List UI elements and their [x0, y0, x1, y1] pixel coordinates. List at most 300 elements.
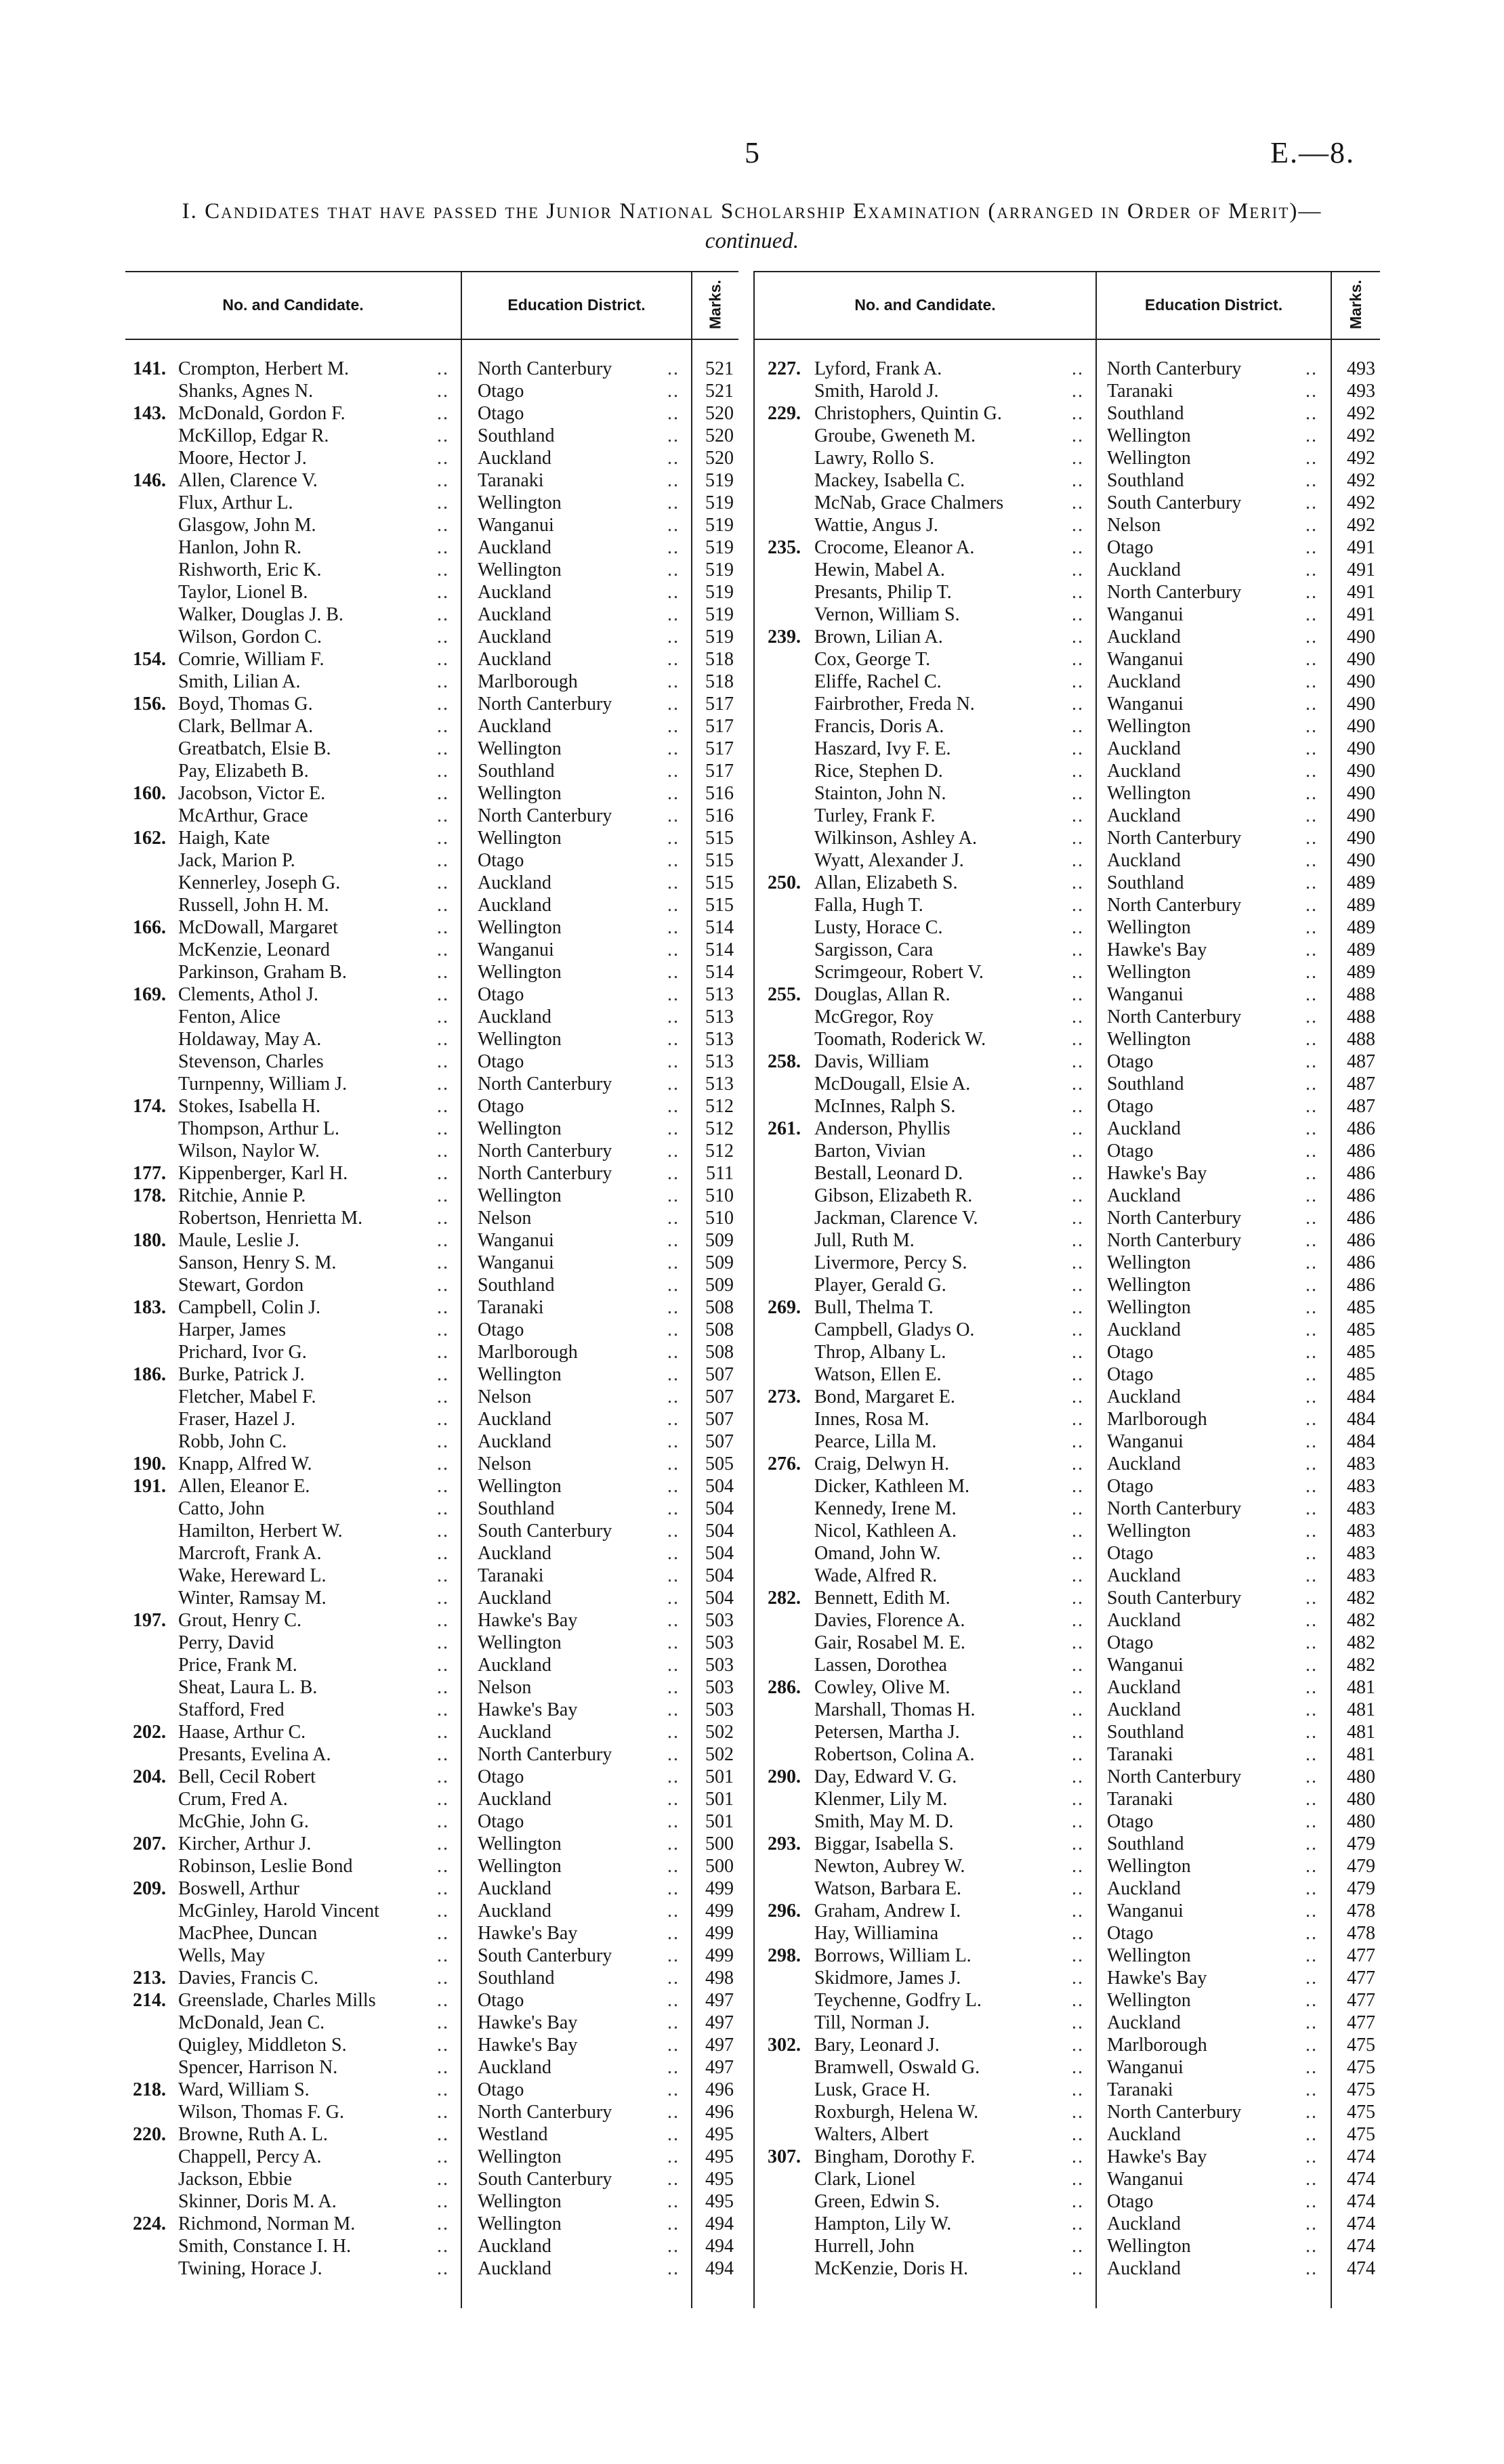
leader-dots: .. — [437, 1074, 449, 1095]
marks-value: 481 — [1347, 1699, 1375, 1720]
leader-dots: .. — [667, 1856, 680, 1877]
education-district: Wellington — [478, 962, 562, 983]
leader-dots: .. — [1072, 1342, 1084, 1363]
marks-value: 508 — [705, 1342, 734, 1363]
education-district: Wanganui — [478, 1230, 554, 1251]
candidate-name: Thompson, Arthur L. — [178, 1118, 339, 1139]
leader-dots: .. — [1305, 1833, 1318, 1854]
leader-dots: .. — [1305, 761, 1318, 782]
leader-dots: .. — [437, 1968, 449, 1989]
candidate-rank: 282. — [768, 1588, 801, 1609]
candidate-name: Klenmer, Lily M. — [814, 1789, 948, 1810]
candidate-name: Fenton, Alice — [178, 1006, 280, 1027]
leader-dots: .. — [1305, 559, 1318, 580]
candidate-rank: 224. — [133, 2213, 166, 2234]
leader-dots: .. — [667, 1319, 680, 1340]
table-row — [753, 872, 1380, 894]
candidate-name: Borrows, William L. — [814, 1945, 972, 1966]
leader-dots: .. — [1305, 1409, 1318, 1430]
leader-dots: .. — [437, 649, 449, 670]
marks-value: 518 — [705, 671, 734, 692]
leader-dots: .. — [1305, 2124, 1318, 2145]
leader-dots: .. — [1072, 1632, 1084, 1653]
candidate-rank: 220. — [133, 2124, 166, 2145]
candidate-name: Teychenne, Godfry L. — [814, 1990, 982, 2011]
marks-value: 487 — [1347, 1074, 1375, 1095]
leader-dots: .. — [1305, 1565, 1318, 1586]
candidate-name: Ward, William S. — [178, 2079, 310, 2100]
table-row — [753, 1185, 1380, 1207]
table-row — [753, 2079, 1380, 2101]
candidate-name: Dicker, Kathleen M. — [814, 1476, 970, 1497]
marks-value: 513 — [705, 1051, 734, 1072]
leader-dots: .. — [1305, 2057, 1318, 2078]
leader-dots: .. — [437, 582, 449, 603]
education-district: Otago — [478, 2079, 524, 2100]
leader-dots: .. — [437, 783, 449, 804]
table-row — [753, 916, 1380, 939]
leader-dots: .. — [667, 358, 680, 379]
candidate-name: Roxburgh, Helena W. — [814, 2102, 979, 2123]
table-row — [125, 1095, 738, 1118]
candidate-rank: 250. — [768, 872, 801, 893]
leader-dots: .. — [437, 403, 449, 424]
leader-dots: .. — [437, 1409, 449, 1430]
leader-dots: .. — [437, 1521, 449, 1542]
education-district: Wellington — [478, 917, 562, 938]
candidate-name: Graham, Andrew I. — [814, 1900, 961, 1921]
leader-dots: .. — [1072, 671, 1084, 692]
candidate-name: Perry, David — [178, 1632, 274, 1653]
marks-value: 492 — [1347, 492, 1375, 513]
leader-dots: .. — [1072, 1923, 1084, 1944]
education-district: Wellington — [478, 1029, 562, 1050]
table-row — [753, 1721, 1380, 1743]
candidate-rank: 191. — [133, 1476, 166, 1497]
marks-value: 497 — [705, 2057, 734, 2078]
education-district: Wellington — [1107, 716, 1191, 737]
candidate-rank: 180. — [133, 1230, 166, 1251]
education-district: North Canterbury — [1107, 1230, 1242, 1251]
leader-dots: .. — [437, 1118, 449, 1139]
candidate-name: Scrimgeour, Robert V. — [814, 962, 984, 983]
candidate-name: Bestall, Leonard D. — [814, 1163, 963, 1184]
marks-value: 504 — [705, 1543, 734, 1564]
marks-value: 503 — [705, 1677, 734, 1698]
candidate-name: Cox, George T. — [814, 649, 931, 670]
marks-value: 509 — [705, 1230, 734, 1251]
table-row — [125, 1967, 738, 1989]
education-district: Otago — [478, 1990, 524, 2011]
candidate-rank: 227. — [768, 358, 801, 379]
education-district: Wellington — [1107, 425, 1191, 446]
marks-value: 515 — [705, 828, 734, 849]
marks-value: 490 — [1347, 783, 1375, 804]
candidate-name: Turnpenny, William J. — [178, 1074, 348, 1095]
education-district: Auckland — [478, 1588, 551, 1609]
candidate-name: Mackey, Isabella C. — [814, 470, 965, 491]
education-district: Otago — [478, 1096, 524, 1117]
education-district: Wellington — [1107, 448, 1191, 469]
table-row — [125, 1810, 738, 1833]
leader-dots: .. — [667, 872, 680, 893]
candidate-name: Crocome, Eleanor A. — [814, 537, 975, 558]
table-row — [125, 1207, 738, 1229]
marks-value: 484 — [1347, 1386, 1375, 1407]
leader-dots: .. — [1305, 425, 1318, 446]
education-district: Nelson — [478, 1386, 532, 1407]
leader-dots: .. — [437, 1252, 449, 1273]
candidate-name: Wattie, Angus J. — [814, 515, 938, 536]
candidate-name: Davies, Florence A. — [814, 1610, 965, 1631]
education-district: North Canterbury — [478, 358, 612, 379]
education-district: Auckland — [478, 895, 551, 916]
leader-dots: .. — [1072, 649, 1084, 670]
education-district: Auckland — [1107, 2124, 1181, 2145]
table-row — [125, 1542, 738, 1565]
marks-value: 486 — [1347, 1230, 1375, 1251]
candidate-name: Jacobson, Victor E. — [178, 783, 326, 804]
candidate-name: Davies, Francis C. — [178, 1968, 318, 1989]
table-row — [125, 2168, 738, 2190]
leader-dots: .. — [1072, 694, 1084, 715]
table-row — [753, 1520, 1380, 1542]
leader-dots: .. — [437, 2057, 449, 2078]
marks-value: 480 — [1347, 1789, 1375, 1810]
education-district: Otago — [1107, 2191, 1154, 2212]
leader-dots: .. — [1072, 1409, 1084, 1430]
leader-dots: .. — [1305, 1051, 1318, 1072]
leader-dots: .. — [1072, 1900, 1084, 1921]
leader-dots: .. — [437, 2191, 449, 2212]
leader-dots: .. — [1305, 1945, 1318, 1966]
marks-value: 488 — [1347, 1006, 1375, 1027]
education-district: Otago — [478, 1051, 524, 1072]
table-row — [753, 1699, 1380, 1721]
candidate-name: Bingham, Dorothy F. — [814, 2146, 976, 2167]
table-row — [753, 1073, 1380, 1095]
leader-dots: .. — [437, 1610, 449, 1631]
candidate-rank: 214. — [133, 1990, 166, 2011]
leader-dots: .. — [667, 1498, 680, 1519]
leader-dots: .. — [667, 1632, 680, 1653]
leader-dots: .. — [1305, 1275, 1318, 1296]
leader-dots: .. — [1305, 470, 1318, 491]
candidate-name: Sheat, Laura L. B. — [178, 1677, 318, 1698]
table-row — [125, 1363, 738, 1386]
marks-value: 507 — [705, 1409, 734, 1430]
candidate-rank: 296. — [768, 1900, 801, 1921]
candidate-name: Till, Norman J. — [814, 2012, 930, 2033]
marks-value: 515 — [705, 872, 734, 893]
candidate-rank: 154. — [133, 649, 166, 670]
leader-dots: .. — [437, 805, 449, 826]
table-row — [753, 425, 1380, 447]
candidate-name: McKenzie, Leonard — [178, 939, 330, 960]
leader-dots: .. — [1072, 470, 1084, 491]
table-row — [753, 1274, 1380, 1296]
marks-value: 483 — [1347, 1453, 1375, 1474]
marks-value: 485 — [1347, 1297, 1375, 1318]
leader-dots: .. — [667, 2146, 680, 2167]
table-row — [125, 514, 738, 536]
leader-dots: .. — [1072, 1766, 1084, 1787]
leader-dots: .. — [667, 2035, 680, 2056]
leader-dots: .. — [1072, 1811, 1084, 1832]
candidate-rank: 197. — [133, 1610, 166, 1631]
table-row — [125, 1743, 738, 1766]
candidate-name: Petersen, Martha J. — [814, 1722, 960, 1743]
table-row — [753, 380, 1380, 402]
leader-dots: .. — [1072, 1230, 1084, 1251]
education-district: Wellington — [478, 2191, 562, 2212]
candidate-name: Kennedy, Irene M. — [814, 1498, 957, 1519]
marks-value: 501 — [705, 1811, 734, 1832]
candidate-name: Glasgow, John M. — [178, 515, 316, 536]
education-district: Wellington — [478, 828, 562, 849]
table-row — [753, 1945, 1380, 1967]
leader-dots: .. — [667, 1230, 680, 1251]
education-district: Wanganui — [1107, 694, 1184, 715]
candidate-name: Smith, May M. D. — [814, 1811, 954, 1832]
education-district: Wellington — [478, 1185, 562, 1206]
leader-dots: .. — [1072, 1699, 1084, 1720]
leader-dots: .. — [437, 850, 449, 871]
leader-dots: .. — [437, 1364, 449, 1385]
candidate-name: Bell, Cecil Robert — [178, 1766, 316, 1787]
candidate-name: Marshall, Thomas H. — [814, 1699, 976, 1720]
marks-value: 485 — [1347, 1342, 1375, 1363]
education-district: North Canterbury — [1107, 828, 1242, 849]
leader-dots: .. — [1072, 1677, 1084, 1698]
marks-value: 474 — [1347, 2258, 1375, 2279]
leader-dots: .. — [667, 1342, 680, 1363]
marks-value: 490 — [1347, 694, 1375, 715]
candidate-name: Pearce, Lilla M. — [814, 1431, 937, 1452]
education-district: Wanganui — [1107, 649, 1184, 670]
marks-value: 486 — [1347, 1141, 1375, 1162]
leader-dots: .. — [437, 604, 449, 625]
candidate-name: Hampton, Lily W. — [814, 2213, 952, 2234]
leader-dots: .. — [437, 1297, 449, 1318]
leader-dots: .. — [1072, 2012, 1084, 2033]
leader-dots: .. — [667, 492, 680, 513]
candidate-rank: 156. — [133, 694, 166, 715]
education-district: Hawke's Bay — [1107, 2146, 1207, 2167]
marks-value: 490 — [1347, 850, 1375, 871]
education-district: Otago — [1107, 1364, 1154, 1385]
education-district: Hawke's Bay — [478, 1610, 578, 1631]
education-district: South Canterbury — [478, 2169, 612, 2190]
leader-dots: .. — [1072, 2124, 1084, 2145]
leader-dots: .. — [437, 1275, 449, 1296]
leader-dots: .. — [1072, 1275, 1084, 1296]
candidate-name: Holdaway, May A. — [178, 1029, 322, 1050]
leader-dots: .. — [437, 1163, 449, 1184]
leader-dots: .. — [437, 917, 449, 938]
table-row — [753, 1006, 1380, 1028]
leader-dots: .. — [1305, 1722, 1318, 1743]
table-row — [753, 782, 1380, 805]
marks-value: 502 — [705, 1722, 734, 1743]
table-row — [753, 2101, 1380, 2123]
candidate-name: Cowley, Olive M. — [814, 1677, 951, 1698]
education-district: Auckland — [478, 604, 551, 625]
education-district: Auckland — [1107, 1610, 1181, 1631]
table-row — [753, 1118, 1380, 1140]
candidate-name: Wake, Hereward L. — [178, 1565, 327, 1586]
education-district: Southland — [1107, 872, 1184, 893]
table-row — [753, 2213, 1380, 2235]
candidate-rank: 160. — [133, 783, 166, 804]
leader-dots: .. — [437, 895, 449, 916]
table-row — [753, 2056, 1380, 2079]
education-district: Wellington — [478, 738, 562, 759]
marks-value: 493 — [1347, 358, 1375, 379]
education-district: North Canterbury — [478, 2102, 612, 2123]
candidate-name: Falla, Hugh T. — [814, 895, 923, 916]
education-district: South Canterbury — [478, 1945, 612, 1966]
table-row — [125, 2034, 738, 2056]
education-district: Auckland — [478, 1722, 551, 1743]
table-row — [125, 2146, 738, 2168]
education-district: Auckland — [478, 582, 551, 603]
table-row — [125, 1408, 738, 1430]
marks-value: 519 — [705, 559, 734, 580]
table-row — [753, 1341, 1380, 1363]
education-district: Auckland — [478, 2258, 551, 2279]
leader-dots: .. — [667, 1185, 680, 1206]
candidate-name: Wilson, Thomas F. G. — [178, 2102, 345, 2123]
table-row — [125, 2101, 738, 2123]
table-row — [125, 671, 738, 693]
marks-value: 519 — [705, 470, 734, 491]
leader-dots: .. — [437, 1900, 449, 1921]
candidate-name: Allan, Elizabeth S. — [814, 872, 958, 893]
leader-dots: .. — [1305, 1610, 1318, 1631]
leader-dots: .. — [1305, 1923, 1318, 1944]
leader-dots: .. — [1072, 1074, 1084, 1095]
marks-value: 495 — [705, 2146, 734, 2167]
candidate-name: Anderson, Phyllis — [814, 1118, 951, 1139]
education-district: Wellington — [1107, 1990, 1191, 2011]
leader-dots: .. — [667, 917, 680, 938]
education-district: Wellington — [478, 1364, 562, 1385]
marks-value: 490 — [1347, 805, 1375, 826]
candidate-rank: 162. — [133, 828, 166, 849]
marks-value: 510 — [705, 1208, 734, 1229]
table-row — [125, 1520, 738, 1542]
table-row — [753, 492, 1380, 514]
education-district: Auckland — [478, 1543, 551, 1564]
candidate-rank: 255. — [768, 984, 801, 1005]
leader-dots: .. — [1072, 1789, 1084, 1810]
candidate-name: Chappell, Percy A. — [178, 2146, 322, 2167]
leader-dots: .. — [1072, 850, 1084, 871]
marks-value: 501 — [705, 1766, 734, 1787]
leader-dots: .. — [1305, 626, 1318, 647]
education-district: Otago — [478, 1811, 524, 1832]
leader-dots: .. — [437, 828, 449, 849]
marks-value: 491 — [1347, 582, 1375, 603]
leader-dots: .. — [437, 425, 449, 446]
candidate-rank: 204. — [133, 1766, 166, 1787]
leader-dots: .. — [1305, 828, 1318, 849]
candidate-name: Barton, Vivian — [814, 1141, 926, 1162]
leader-dots: .. — [437, 559, 449, 580]
marks-value: 519 — [705, 537, 734, 558]
marks-value: 517 — [705, 694, 734, 715]
leader-dots: .. — [1072, 1498, 1084, 1519]
leader-dots: .. — [1072, 2191, 1084, 2212]
marks-value: 517 — [705, 738, 734, 759]
candidate-name: Omand, John W. — [814, 1543, 941, 1564]
table-row — [125, 894, 738, 916]
candidate-name: Presants, Philip T. — [814, 582, 952, 603]
leader-dots: .. — [437, 1185, 449, 1206]
marks-value: 478 — [1347, 1923, 1375, 1944]
table-row — [753, 447, 1380, 469]
leader-dots: .. — [667, 1029, 680, 1050]
leader-dots: .. — [1072, 828, 1084, 849]
education-district: Wanganui — [1107, 2169, 1184, 2190]
leader-dots: .. — [1305, 1968, 1318, 1989]
candidate-rank: 141. — [133, 358, 166, 379]
table-row — [125, 782, 738, 805]
table-row — [753, 2012, 1380, 2034]
table-row — [125, 1475, 738, 1497]
table-row — [753, 1095, 1380, 1118]
leader-dots: .. — [437, 448, 449, 469]
leader-dots: .. — [667, 1118, 680, 1139]
leader-dots: .. — [437, 1856, 449, 1877]
table-row — [753, 2190, 1380, 2213]
leader-dots: .. — [437, 1230, 449, 1251]
candidate-name: Allen, Clarence V. — [178, 470, 318, 491]
leader-dots: .. — [1305, 1029, 1318, 1050]
marks-value: 492 — [1347, 425, 1375, 446]
table-row — [125, 1833, 738, 1855]
candidate-rank: 166. — [133, 917, 166, 938]
marks-value: 475 — [1347, 2079, 1375, 2100]
table-row — [753, 1140, 1380, 1162]
candidate-name: Francis, Doris A. — [814, 716, 944, 737]
leader-dots: .. — [437, 470, 449, 491]
marks-value: 491 — [1347, 604, 1375, 625]
marks-value: 483 — [1347, 1565, 1375, 1586]
candidate-name: Sargisson, Cara — [814, 939, 934, 960]
leader-dots: .. — [1072, 1521, 1084, 1542]
leader-dots: .. — [1072, 2213, 1084, 2234]
marks-value: 496 — [705, 2102, 734, 2123]
leader-dots: .. — [1305, 1185, 1318, 1206]
leader-dots: .. — [1305, 1811, 1318, 1832]
leader-dots: .. — [667, 850, 680, 871]
table-row — [753, 805, 1380, 827]
leader-dots: .. — [1072, 448, 1084, 469]
candidate-name: McDonald, Jean C. — [178, 2012, 325, 2033]
marks-value: 513 — [705, 984, 734, 1005]
marks-value: 520 — [705, 448, 734, 469]
marks-value: 507 — [705, 1431, 734, 1452]
marks-value: 475 — [1347, 2035, 1375, 2056]
leader-dots: .. — [1305, 783, 1318, 804]
leader-dots: .. — [1305, 1074, 1318, 1095]
education-district: Taranaki — [1107, 1744, 1173, 1765]
candidate-name: Presants, Evelina A. — [178, 1744, 331, 1765]
candidate-name: Parkinson, Graham B. — [178, 962, 347, 983]
leader-dots: .. — [437, 1677, 449, 1698]
